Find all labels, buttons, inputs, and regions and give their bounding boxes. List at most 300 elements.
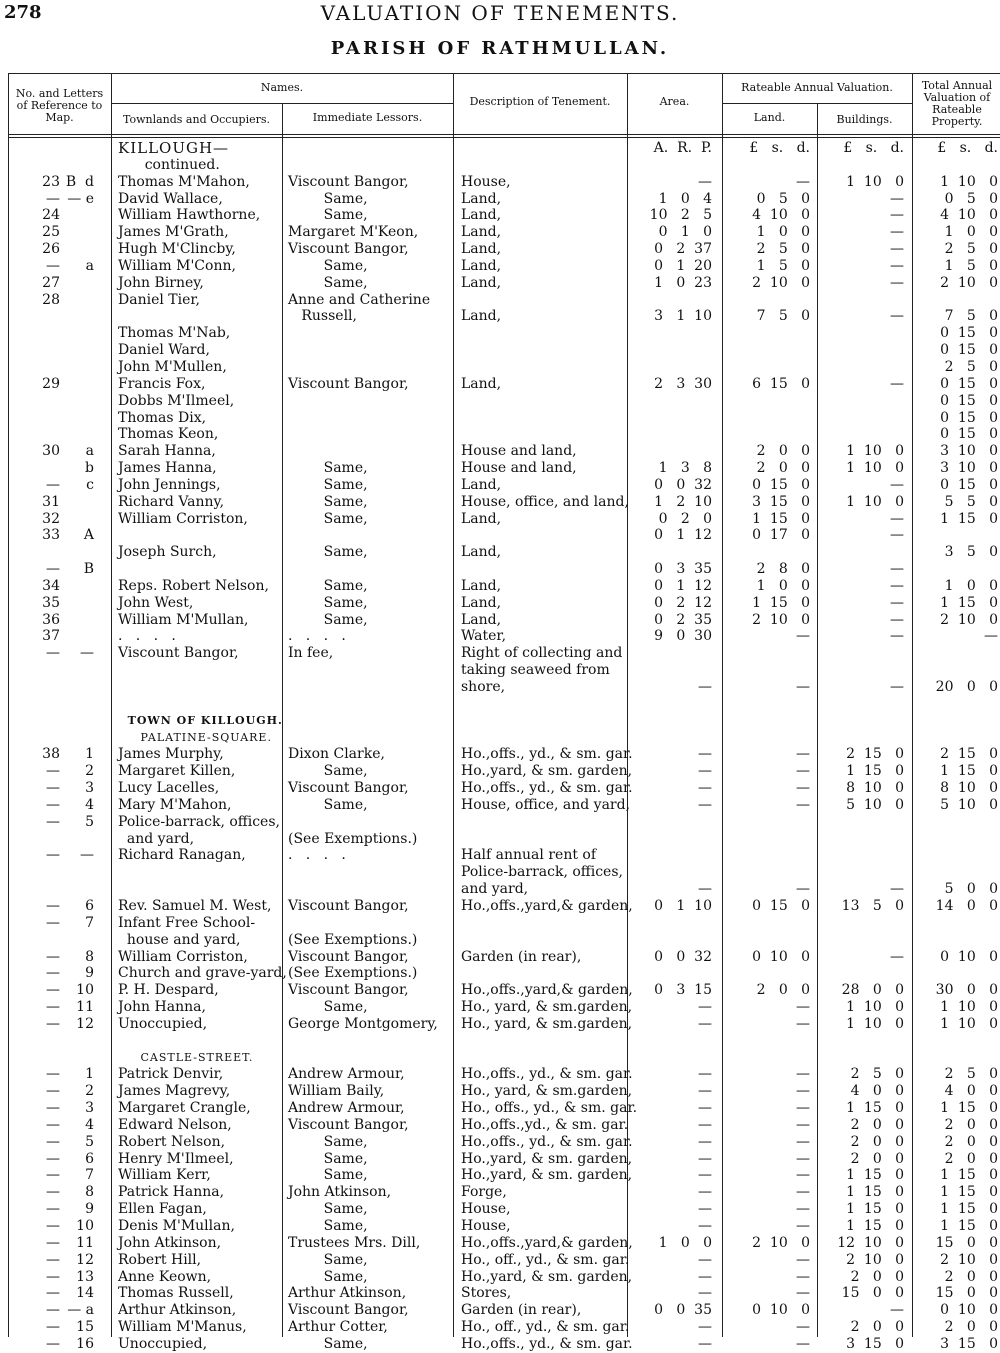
cell-land-value: — [796,173,810,190]
cell-occupier: Infant Free School- [118,914,256,931]
parish-title: PARISH OF RATHMULLAN. [330,38,670,59]
header-bottom-border [8,134,1000,135]
cell-ref-letter: A [83,527,94,544]
cell-occupier: Robert Nelson, [118,1133,226,1150]
cell-land-value: — [796,999,810,1016]
cell-description: Land, [461,224,502,241]
cell-buildings-value: — [890,274,904,291]
cell-land-value: 2 10 0 [752,1234,810,1251]
table-row [0,1016,1000,1033]
cell-total-value: 2 5 0 [944,358,998,375]
cell-description: Ho.,offs., yd., & sm. gar. [461,1335,633,1352]
cell-ref-number: 24 [42,207,60,224]
cell-total-value: 2 0 0 [944,1133,998,1150]
cell-description: Land, [461,207,502,224]
table-row [0,494,1000,511]
cell-buildings-value: — [890,881,904,898]
cell-lessor: Viscount Bangor, [288,241,409,258]
cell-land-value: 1 5 0 [756,257,810,274]
cell-ref-number: — [46,1335,60,1352]
page-number: 278 [4,2,42,23]
table-row [0,527,1000,544]
cell-total-value: 20 0 0 [935,679,998,695]
cell-lessor: Same, [288,257,368,274]
cell-occupier: Arthur Atkinson, [118,1302,237,1319]
cell-area: — [698,1167,712,1184]
cell-description: House and land, [461,460,577,477]
cell-land-value: — [796,763,810,780]
cell-lessor: Same, [288,1167,368,1184]
cell-buildings-value: — [890,241,904,258]
cell-land-value: 0 10 0 [752,1302,810,1319]
cell-buildings-value: — [890,527,904,544]
cell-buildings-value: — [890,375,904,392]
cell-total-value: 1 0 0 [944,224,998,241]
cell-total-value: £ s. d. [937,140,998,156]
cell-lessor: Same, [288,999,368,1016]
table-row [0,780,1000,797]
cell-lessor: Arthur Cotter, [288,1319,388,1336]
cell-description: Ho., yard, & sm.garden, [461,999,633,1016]
cell-area: — [698,1184,712,1201]
cell-area: — [698,1015,712,1032]
cell-ref-letter: 8 [85,1184,94,1201]
table-row [0,342,1000,359]
cell-buildings-value: — [890,561,904,578]
cell-occupier: Rev. Samuel M. West, [118,897,272,914]
table-row [0,696,1000,713]
cell-occupier: and yard, [118,830,195,847]
cell-area: 0 2 0 [658,510,712,527]
cell-buildings-value: 1 15 0 [846,1218,904,1234]
cell-lessor: Same, [288,1251,368,1268]
cell-description: Land, [461,476,502,493]
cell-ref-number: — [46,257,60,274]
cell-ref-letter: 11 [76,999,94,1016]
cell-occupier: Daniel Ward, [118,342,210,359]
cell-buildings-value: 28 0 0 [841,982,904,999]
cell-total-value: 14 0 0 [935,897,998,914]
cell-buildings-value: 1 10 0 [846,173,904,190]
cell-description: Land, [461,190,502,207]
cell-lessor: (See Exemptions.) [288,830,418,847]
cell-area: 1 2 10 [654,493,712,510]
table-row [0,393,1000,410]
cell-ref-number: 29 [42,375,60,392]
table-row [0,174,1000,191]
cell-area: — [698,1251,712,1268]
cell-area: 0 0 32 [654,476,712,493]
cell-land-value: — [796,796,810,813]
cell-description: Half annual rent of [461,847,597,864]
cell-lessor: Same, [288,763,368,780]
cell-description: House, [461,1201,511,1218]
table-row [0,1336,1000,1353]
cell-ref-number: — [46,763,60,780]
table-top-border [8,73,1000,74]
cell-total-value: 3 10 0 [940,460,998,477]
cell-occupier: KILLOUGH— [118,139,230,157]
cell-occupier: house and yard, [118,931,241,948]
table-row [0,881,1000,898]
cell-total-value: 5 5 0 [944,493,998,510]
table-row [0,308,1000,325]
cell-occupier: continued. [118,156,220,173]
table-row [0,275,1000,292]
cell-occupier: Richard Ranagan, [118,847,246,864]
cell-land-value: — [796,746,810,763]
cell-buildings-value: 13 5 0 [841,897,904,914]
cell-area: — [698,999,712,1016]
cell-occupier: Patrick Hanna, [118,1184,225,1201]
cell-occupier: Margaret Crangle, [118,1100,251,1117]
cell-buildings-value: 1 15 0 [846,1167,904,1184]
cell-land-value: — [796,628,810,645]
header-bottom-border-2 [8,137,1000,138]
cell-buildings-value: — [890,948,904,965]
cell-lessor: John Atkinson, [288,1184,392,1201]
cell-total-value: 3 10 0 [940,443,998,460]
cell-ref-letter: B [83,561,94,578]
cell-total-value: 2 0 0 [944,1150,998,1167]
cell-description: Land, [461,241,502,258]
cell-lessor: Same, [288,1201,368,1218]
table-row [0,847,1000,864]
cell-lessor: Same, [288,577,368,594]
cell-description: Land, [461,577,502,594]
cell-occupier: Ellen Fagan, [118,1201,207,1218]
cell-area: 1 3 8 [658,460,712,477]
cell-description: Land, [461,611,502,628]
cell-total-value: 2 5 0 [944,1066,998,1083]
table-row [0,1235,1000,1252]
table-row [0,1319,1000,1336]
cell-total-value: 1 15 0 [940,763,998,780]
cell-ref-number: — [46,982,60,999]
cell-occupier: Edward Nelson, [118,1116,232,1133]
cell-total-value: 1 15 0 [940,1167,998,1184]
cell-ref-number: 37 [42,628,60,645]
cell-description: Ho.,yard, & sm. garden, [461,1150,633,1167]
cell-occupier: William Corriston, [118,510,248,527]
cell-lessor: (See Exemptions.) [288,931,418,948]
table-row [0,814,1000,831]
valuation-table [0,140,1000,1353]
cell-ref-number: — [46,1184,60,1201]
cell-description: Land, [461,257,502,274]
table-row [0,595,1000,612]
table-row [0,797,1000,814]
cell-ref-number: — [46,780,60,797]
table-row [0,1201,1000,1218]
cell-buildings-value: — [890,510,904,527]
cell-ref-letter: 9 [85,965,94,982]
table-row [0,1083,1000,1100]
table-row [0,292,1000,309]
cell-occupier: David Wallace, [118,190,223,207]
cell-occupier: Thomas Russell, [118,1285,234,1302]
cell-lessor: Viscount Bangor, [288,1116,409,1133]
cell-buildings-value: — [890,594,904,611]
cell-ref-number: — [46,965,60,982]
cell-land-value: — [796,1100,810,1117]
table-row [0,359,1000,376]
cell-ref-number: 26 [42,241,60,258]
cell-occupier: John Jennings, [118,476,221,493]
cell-land-value: 0 15 0 [752,897,810,914]
cell-description: Right of collecting and [461,645,623,662]
cell-occupier: TOWN OF KILLOUGH. [118,713,283,727]
cell-land-value: 7 5 0 [756,308,810,325]
table-row [0,1302,1000,1319]
cell-buildings-value: 5 10 0 [846,796,904,813]
cell-total-value: 7 5 0 [944,308,998,325]
table-row [0,999,1000,1016]
cell-land-value: — [796,1251,810,1268]
cell-occupier: Sarah Hanna, [118,443,216,460]
cell-area: — [698,746,712,763]
cell-total-value: 0 15 0 [940,392,998,409]
cell-ref-number: — [46,1319,60,1336]
cell-ref-number: — [46,190,60,207]
cell-lessor: George Montgomery, [288,1015,438,1032]
cell-land-value: 2 0 0 [756,443,810,460]
cell-occupier: William M'Manus, [118,1319,247,1336]
cell-occupier: William M'Conn, [118,257,236,274]
cell-land-value: 1 15 0 [752,510,810,527]
header-rateable: Rateable Annual Valuation. [741,81,893,94]
cell-lessor: Same, [288,274,368,291]
cell-occupier: James Hanna, [118,460,217,477]
cell-total-value: 30 0 0 [935,982,998,999]
cell-description: Ho., yard, & sm.garden, [461,1083,633,1100]
cell-description: Ho.,offs.,yard,& garden, [461,897,633,914]
cell-land-value: 1 0 0 [756,224,810,241]
cell-ref-letter: 3 [85,780,94,797]
cell-buildings-value: 1 15 0 [846,1201,904,1218]
cell-lessor: In fee, [288,645,334,662]
table-row [0,1167,1000,1184]
header-total: Total Annual Valuation of Rateable Property. [921,79,993,128]
cell-ref-letter: b [85,460,94,477]
table-row [0,1269,1000,1286]
cell-description: Land, [461,274,502,291]
cell-total-value: 2 0 0 [944,1268,998,1285]
cell-lessor: Same, [288,190,368,207]
cell-land-value: 2 5 0 [756,241,810,258]
table-row [0,544,1000,561]
header-lessors: Immediate Lessors. [312,111,423,124]
cell-land-value: — [796,780,810,797]
cell-occupier: William Hawthorne, [118,207,261,224]
cell-land-value: 2 10 0 [752,274,810,291]
cell-total-value: 1 15 0 [940,1218,998,1234]
cell-land-value: 2 10 0 [752,611,810,628]
cell-buildings-value: 1 15 0 [846,763,904,780]
cell-area: 1 0 23 [654,274,712,291]
cell-area: 0 1 12 [654,577,712,594]
cell-buildings-value: — [890,308,904,325]
cell-ref-number: — [46,1234,60,1251]
cell-occupier: James Magrevy, [118,1083,231,1100]
cell-land-value: — [796,1083,810,1100]
cell-ref-letter: 10 [76,1218,94,1234]
table-row [0,207,1000,224]
cell-area: — [698,780,712,797]
cell-total-value: 2 10 0 [940,274,998,291]
cell-buildings-value: — [890,679,904,695]
cell-ref-number: 34 [42,577,60,594]
cell-buildings-value: 3 15 0 [846,1335,904,1352]
cell-area: — [698,1150,712,1167]
cell-lessor: Andrew Armour, [288,1100,405,1117]
cell-lessor: William Baily, [288,1083,385,1100]
table-row [0,662,1000,679]
cell-total-value: 0 15 0 [940,375,998,392]
cell-description: Ho., off., yd., & sm. gar. [461,1251,630,1268]
cell-lessor: Dixon Clarke, [288,746,385,763]
cell-total-value: 3 5 0 [944,544,998,561]
cell-description: Ho.,offs.,yd., & sm. gar. [461,1116,629,1133]
cell-occupier: Unoccupied, [118,1015,208,1032]
cell-area: — [698,1133,712,1150]
cell-occupier: Mary M'Mahon, [118,796,232,813]
cell-lessor: Viscount Bangor, [288,780,409,797]
cell-area: 0 3 15 [654,982,712,999]
cell-ref-letter: 8 [85,948,94,965]
cell-area: 0 2 35 [654,611,712,628]
cell-ref-number: — [46,1066,60,1083]
cell-occupier: John M'Mullen, [118,358,227,375]
cell-area: — [698,881,712,898]
cell-area: — [698,1201,712,1218]
cell-occupier: Francis Fox, [118,375,206,392]
table-row [0,325,1000,342]
cell-occupier: William M'Mullan, [118,611,249,628]
cell-buildings-value: — [890,257,904,274]
cell-total-value: 0 15 0 [940,325,998,342]
cell-land-value: — [796,1319,810,1336]
table-row [0,1151,1000,1168]
cell-ref-number: 28 [42,291,60,308]
cell-buildings-value: 1 10 0 [846,999,904,1016]
cell-lessor: Viscount Bangor, [288,982,409,999]
cell-occupier: Patrick Denvir, [118,1066,224,1083]
cell-lessor: Arthur Atkinson, [288,1285,407,1302]
table-row [0,612,1000,629]
cell-ref-letter: 13 [76,1268,94,1285]
cell-ref-number: — [46,1133,60,1150]
cell-lessor: . . . . [288,628,346,645]
cell-buildings-value: 2 0 0 [850,1319,904,1336]
cell-buildings-value: 2 0 0 [850,1116,904,1133]
cell-ref-letter: B d [65,173,94,190]
cell-ref-letter: 6 [85,897,94,914]
cell-land-value: 2 0 0 [756,460,810,477]
cell-ref-letter: 3 [85,1100,94,1117]
cell-buildings-value: 1 15 0 [846,1184,904,1201]
cell-lessor: Anne and Catherine [288,291,431,308]
cell-area: — [698,679,712,695]
cell-description: Ho.,offs., yd., & sm. gar. [461,780,633,797]
cell-lessor: Same, [288,1268,368,1285]
cell-ref-number: 32 [42,510,60,527]
cell-description: Land, [461,375,502,392]
table-row [0,561,1000,578]
cell-lessor: Same, [288,796,368,813]
cell-occupier: William Corriston, [118,948,248,965]
cell-land-value: — [796,1285,810,1302]
header-townlands: Townlands and Occupiers. [122,113,271,126]
cell-occupier: Robert Hill, [118,1251,202,1268]
cell-total-value: 2 0 0 [944,1116,998,1133]
cell-buildings-value: 2 15 0 [846,746,904,763]
cell-area: — [698,1100,712,1117]
table-row [0,443,1000,460]
cell-total-value: 1 15 0 [940,1201,998,1218]
cell-lessor: Viscount Bangor, [288,897,409,914]
cell-buildings-value: 15 0 0 [841,1285,904,1302]
cell-ref-number: — [46,1201,60,1218]
cell-land-value: — [796,1201,810,1218]
table-row [0,628,1000,645]
table-row [0,140,1000,157]
cell-buildings-value: 8 10 0 [846,780,904,797]
table-row [0,679,1000,696]
cell-ref-letter: 1 [85,1066,94,1083]
cell-buildings-value: 1 10 0 [846,1015,904,1032]
cell-lessor: Trustees Mrs. Dill, [288,1234,421,1251]
table-row [0,932,1000,949]
cell-ref-letter: 1 [85,746,94,763]
cell-ref-number: — [46,914,60,931]
table-row [0,1285,1000,1302]
cell-occupier: Daniel Tier, [118,291,200,308]
cell-land-value: 2 0 0 [756,982,810,999]
cell-buildings-value: — [890,1302,904,1319]
cell-description: House, office, and yard, [461,796,631,813]
table-row [0,426,1000,443]
cell-occupier: Thomas Keon, [118,426,219,443]
cell-total-value: 0 10 0 [940,948,998,965]
cell-buildings-value: 1 15 0 [846,1100,904,1117]
cell-ref-letter: 7 [85,914,94,931]
cell-ref-letter: 7 [85,1167,94,1184]
cell-area: 0 2 12 [654,594,712,611]
cell-ref-letter: c [86,476,94,493]
cell-description: Garden (in rear), [461,1302,582,1319]
cell-buildings-value: — [890,207,904,224]
cell-ref-number: — [46,1100,60,1117]
cell-land-value: 4 10 0 [752,207,810,224]
cell-area: 2 3 30 [654,375,712,392]
cell-land-value: — [796,1184,810,1201]
cell-land-value: — [796,1218,810,1234]
cell-occupier: Denis M'Mullan, [118,1218,235,1234]
cell-ref-number: 35 [42,594,60,611]
cell-description: Ho.,yard, & sm. garden, [461,763,633,780]
cell-buildings-value: 2 0 0 [850,1133,904,1150]
cell-occupier: James Murphy, [118,746,224,763]
cell-description: House, [461,1218,511,1234]
cell-description: Police-barrack, offices, [461,864,623,881]
cell-description: Forge, [461,1184,507,1201]
cell-ref-number: 27 [42,274,60,291]
cell-lessor: Same, [288,207,368,224]
cell-land-value: — [796,1150,810,1167]
cell-ref-number: — [46,999,60,1016]
cell-ref-number: 38 [42,746,60,763]
